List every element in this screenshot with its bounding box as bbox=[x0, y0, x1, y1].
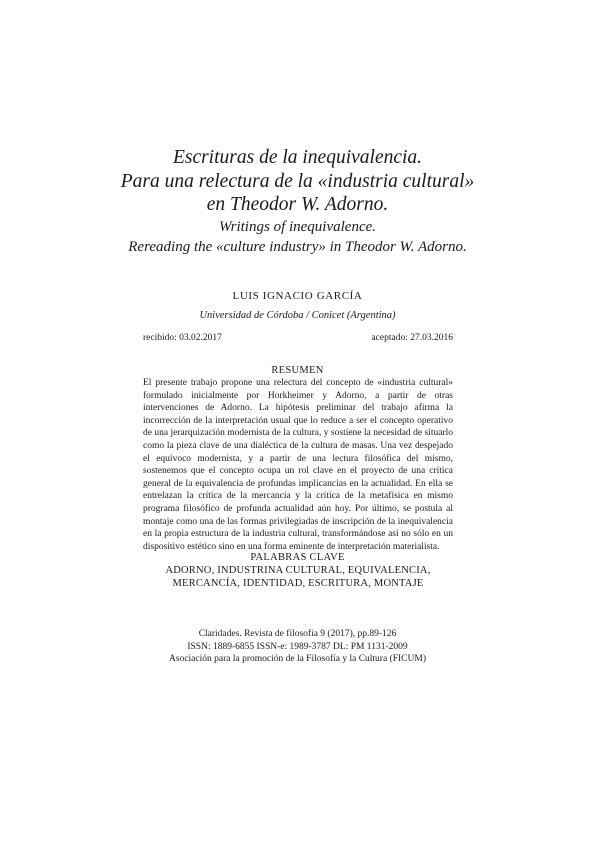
spanish-title-line: Para una relectura de la «industria cultural» bbox=[120, 170, 475, 192]
author-affiliation: Universidad de Córdoba / Conicet (Argentina) bbox=[199, 310, 396, 321]
received-date: recibido: 03.02.2017 bbox=[143, 333, 222, 343]
journal-publisher: Asociación para la promoción de la Filosofía y la Cultura (FICUM) bbox=[169, 654, 426, 664]
accepted-date: aceptado: 27.03.2016 bbox=[371, 333, 453, 343]
journal-issn: ISSN: 1889-6855 ISSN-e: 1989-3787 DL: PM 1131-2009 bbox=[187, 641, 408, 652]
english-title-line: Writings of inequivalence. bbox=[218, 218, 377, 235]
keywords-heading: PALABRAS CLAVE bbox=[250, 552, 345, 563]
spanish-title-line: en Theodor W. Adorno. bbox=[206, 194, 389, 215]
keywords-text: ADORNO, INDUSTRINA CULTURAL, EQUIVALENCIA, MERCANCÍA, IDENTIDAD, ESCRITURA, MONTAJE bbox=[165, 565, 431, 589]
spanish-title-line: Escrituras de la inequivalencia. bbox=[172, 147, 423, 168]
english-title-line: Rereading the «culture industry» in Theodor W. Adorno. bbox=[128, 238, 467, 255]
journal-footer bbox=[0, 628, 595, 666]
title-block bbox=[60, 146, 535, 257]
abstract-text: El presente trabajo propone una relectura del concepto de «industria cultural» formulado inicialmente por Horkheimer y Adorno, a partir de otras intervenciones de Adorno. La hipótesis preliminar del trabajo afirma la incorrección de la interpretación usual que lo reduce a ser el concepto operativo de una jerarquización modernista de la cultura, y sostiene la necesidad de situarlo como la pieza clave de una dialéctica de la cultura de masas. Una vez despejado el equívoco modernista, y a partir de una lectura filosófica del mismo, sostenemos que el concepto ocupa un rol clave en el proyecto de una crítica general de la equivalencia de profundas implicancias en la actualidad. En ella se entrelazan la crítica de la mercancía y la crítica de la metafísica en mismo programa filosófico de profunda actualidad aún hoy. Por último, se postula al montaje como una de las formas privilegiadas de inscripción de la inequivalencia en la propia estructura de la industria cultural, transformándose así no sólo en un dispositivo estético sino en una forma eminente de interpretación materialista. bbox=[143, 378, 453, 552]
submission-dates bbox=[143, 333, 453, 343]
journal-citation: Claridades. Revista de filosofía 9 (2017), pp.89-126 bbox=[198, 629, 397, 639]
abstract-heading: RESUMEN bbox=[271, 365, 324, 376]
author-name: LUIS IGNACIO GARCÍA bbox=[232, 290, 363, 302]
